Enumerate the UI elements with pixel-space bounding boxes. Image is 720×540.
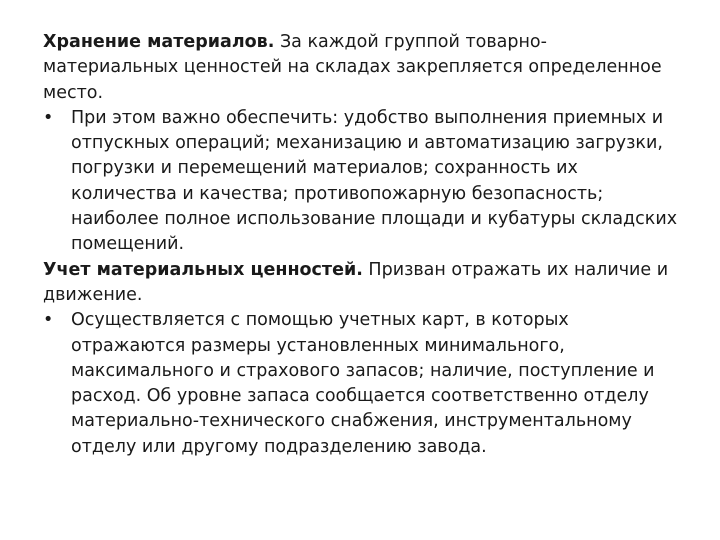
bullet-storage-requirements (43, 106, 680, 258)
bullet-text: Осуществляется с помощью учетных карт, в которых отражаются размеры установленных минимального, максимального и страхового запасов; наличие, поступление и расход. Об уровне запаса сообщается соответственно отделу материально-технического снабжения, инструментальному отделу или другому подразделению завода. (71, 310, 655, 457)
heading-accounting: Учет материальных ценностей. (43, 259, 363, 280)
bullet-accounting-cards (43, 308, 680, 460)
bullet-text: При этом важно обеспечить: удобство выполнения приемных и отпускных операций; механизацию и автоматизацию загрузки, погрузки и перемещений материалов; сохранность их количества и качества; противопожарную безопасность; наиболее полное использование площади и кубатуры складских помещений. (71, 107, 678, 255)
bullet-dot: • (43, 107, 54, 128)
storage-text: За каждой группой товарно-материальных ценностей на складах закрепляется определенное место. (43, 32, 662, 103)
paragraph-storage (43, 30, 680, 106)
bullet-dot: • (43, 310, 54, 331)
paragraph-accounting (43, 258, 680, 309)
accounting-text: Призван отражать их наличие и движение. (43, 259, 669, 305)
heading-storage: Хранение материалов. (43, 32, 275, 52)
